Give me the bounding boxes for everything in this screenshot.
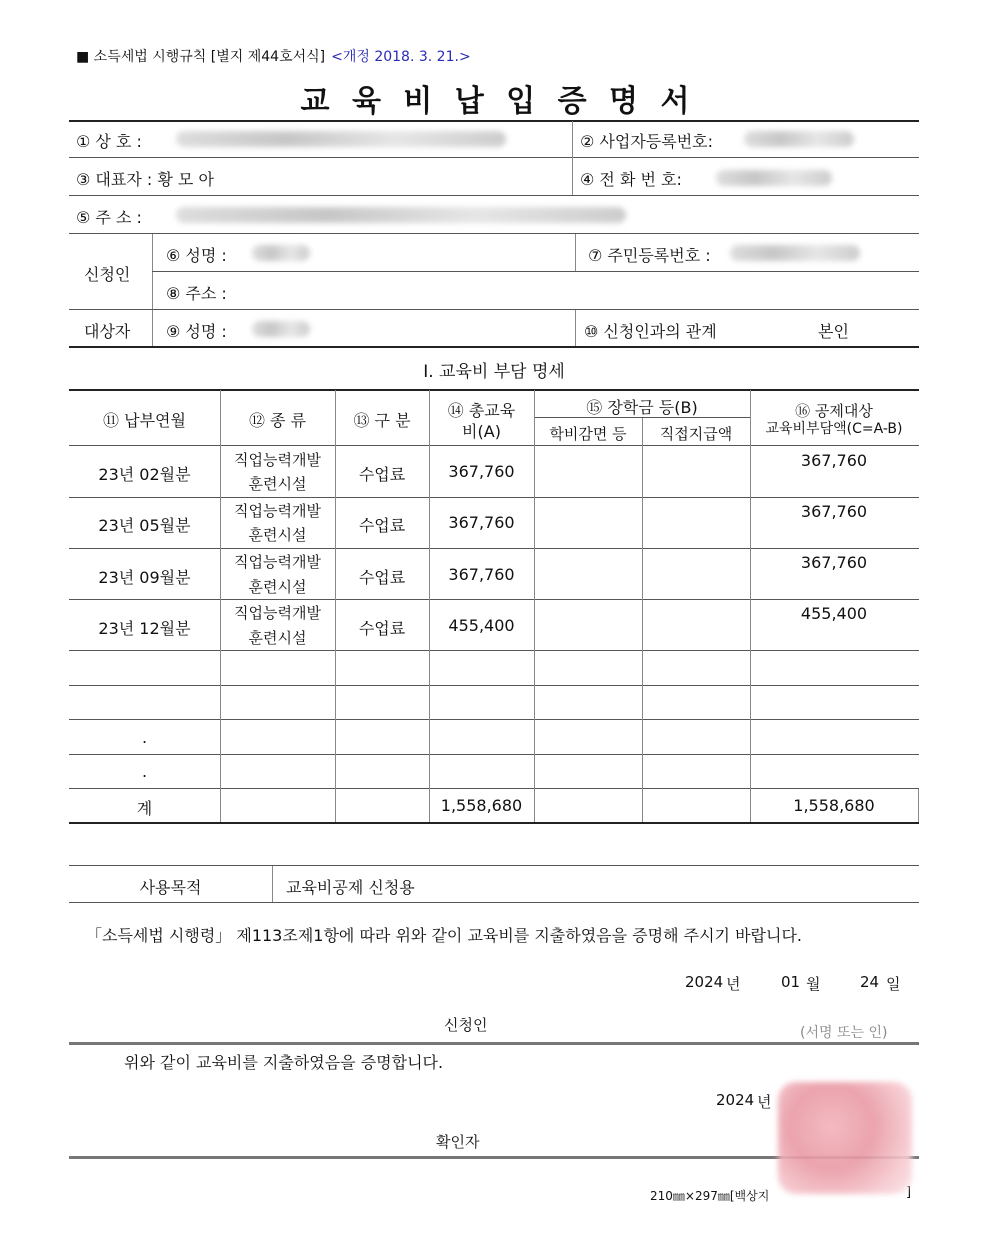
divider: [69, 599, 919, 600]
business-number-label: ② 사업자등록번호:: [580, 132, 714, 151]
table-row-month: 23년 09월분: [98, 568, 191, 587]
redacted-rrn: [730, 245, 860, 261]
divider: [429, 390, 430, 822]
redacted-seal: [778, 1082, 912, 1194]
table-row-type-2: 훈련시설: [248, 475, 307, 493]
table-row-class: 수업료: [358, 619, 406, 638]
table-row-type: 직업능력개발: [234, 553, 321, 571]
divider: [69, 445, 919, 446]
table-row-type-2: 훈련시설: [248, 629, 307, 647]
applicant-section-label: 신청인: [84, 265, 131, 284]
redacted-address: [176, 207, 626, 223]
certification-statement: 위와 같이 교육비를 지출하였음을 증명합니다.: [124, 1053, 444, 1072]
table-row-class: 수업료: [358, 516, 406, 535]
divider: [642, 418, 643, 822]
divider: [918, 789, 919, 822]
subject-section-label: 대상자: [84, 322, 131, 341]
divider: [152, 234, 153, 347]
date-year: 2024: [685, 973, 724, 991]
divider: [69, 719, 919, 720]
paper-size-close: ]: [906, 1185, 912, 1200]
date2-year-unit: 년: [757, 1093, 772, 1111]
table-bottom-border: [69, 822, 919, 824]
table-row-total: 367,760: [448, 565, 515, 584]
signature-hint: (서명 또는 인): [800, 1025, 888, 1041]
divider: [272, 866, 273, 902]
purpose-value: 교육비공제 신청용: [286, 878, 415, 897]
date-day-unit: 일: [886, 975, 901, 993]
table-row-total: 367,760: [448, 513, 515, 532]
redacted-applicant-name: [252, 245, 310, 261]
representative-label: ③ 대표자 : 황 모 아: [76, 170, 214, 189]
divider: [69, 346, 919, 348]
table-row-month: 23년 05월분: [98, 516, 191, 535]
col-header-total-2: 비(A): [462, 422, 501, 441]
col-header-month: ⑪ 납부연월: [103, 411, 186, 430]
ellipsis-dot: .: [141, 762, 148, 781]
col-header-type: ⑫ 종 류: [248, 411, 307, 430]
divider: [69, 788, 919, 789]
col-header-deductible: ⑯ 공제대상: [795, 402, 873, 420]
divider: [69, 650, 919, 651]
redacted-subject-name: [252, 321, 310, 337]
revision-note: <개정 2018. 3. 21.>: [331, 49, 471, 65]
table-row-deductible: 455,400: [800, 604, 868, 623]
table-row-deductible: 367,760: [800, 502, 868, 521]
sum-deductible: 1,558,680: [793, 796, 875, 815]
divider: [69, 902, 919, 903]
divider: [69, 548, 919, 549]
issuer-address-label: ⑤ 주 소 :: [76, 208, 142, 227]
table-row-type-2: 훈련시설: [248, 526, 307, 544]
col-header-deductible-2: 교육비부담액(C=A-B): [765, 421, 903, 437]
confirmer-label: 확인자: [436, 1133, 480, 1151]
table-row-total: 455,400: [448, 616, 515, 635]
divider: [69, 685, 919, 686]
paper-size-note: 210㎜×297㎜[백상지: [650, 1189, 770, 1203]
date-month: 01: [781, 973, 801, 991]
section-title: Ⅰ. 교육비 부담 명세: [423, 362, 565, 382]
redacted-business-number: [744, 131, 854, 147]
divider: [69, 195, 919, 196]
table-row-month: 23년 12월분: [98, 619, 191, 638]
table-row-type-2: 훈련시설: [248, 578, 307, 596]
business-name-label: ① 상 호 :: [76, 132, 142, 151]
divider: [69, 233, 919, 234]
sum-label: 계: [136, 799, 153, 818]
divider: [152, 271, 919, 272]
table-row-type: 직업능력개발: [234, 451, 321, 469]
date-year-unit: 년: [726, 975, 741, 993]
applicant-name-label: ⑥ 성명 :: [166, 246, 227, 265]
divider: [69, 754, 919, 755]
date-month-unit: 월: [806, 975, 821, 993]
purpose-label: 사용목적: [139, 878, 202, 897]
divider: [572, 121, 573, 195]
relation-value: 본인: [818, 322, 849, 341]
request-statement: 「소득세법 시행령」 제113조제1항에 따라 위와 같이 교육비를 지출하였음을 증명해 주시기 바랍니다.: [86, 926, 802, 945]
ellipsis-dot: .: [141, 728, 148, 747]
col-header-total: ⑭ 총교육: [447, 401, 516, 420]
form-reference: [76, 46, 471, 66]
table-row-deductible: 367,760: [800, 451, 868, 470]
divider: [69, 497, 919, 498]
form-ref-text: ■ 소득세법 시행규칙 [별지 제44호서식]: [76, 49, 326, 65]
applicant-signature-label: 신청인: [444, 1016, 488, 1034]
col-header-tuition-reduction: 학비감면 등: [549, 425, 627, 443]
table-row-class: 수업료: [358, 568, 406, 587]
redacted-business-name: [176, 131, 506, 147]
divider: [575, 310, 576, 346]
table-row-deductible: 367,760: [800, 553, 868, 572]
date2-year: 2024: [716, 1091, 755, 1109]
date-day: 24: [860, 973, 880, 991]
relation-label: ⑩ 신청인과의 관계: [584, 322, 717, 341]
col-header-class: ⑬ 구 분: [353, 411, 411, 430]
subject-name-label: ⑨ 성명 :: [166, 322, 227, 341]
divider: [69, 120, 919, 122]
table-row-month: 23년 02월분: [98, 465, 191, 484]
divider: [69, 1042, 919, 1045]
col-header-direct-payment: 직접지급액: [659, 425, 733, 443]
applicant-address-label: ⑧ 주소 :: [166, 284, 227, 303]
phone-label: ④ 전 화 번 호:: [580, 170, 682, 189]
divider: [69, 157, 919, 158]
table-row-total: 367,760: [448, 462, 515, 481]
sum-total: 1,558,680: [440, 796, 523, 815]
divider: [575, 234, 576, 271]
table-row-type: 직업능력개발: [234, 604, 321, 622]
applicant-rrn-label: ⑦ 주민등록번호 :: [588, 246, 711, 265]
col-header-scholarship: ⑮ 장학금 등(B): [586, 398, 698, 417]
document-title: 교 육 비 납 입 증 명 서: [300, 84, 696, 119]
divider: [69, 865, 919, 866]
table-row-class: 수업료: [358, 465, 406, 484]
divider: [335, 390, 336, 822]
divider: [534, 390, 535, 822]
table-top-border: [69, 389, 919, 391]
table-row-type: 직업능력개발: [234, 502, 321, 520]
redacted-phone: [716, 170, 832, 186]
divider: [69, 309, 919, 310]
